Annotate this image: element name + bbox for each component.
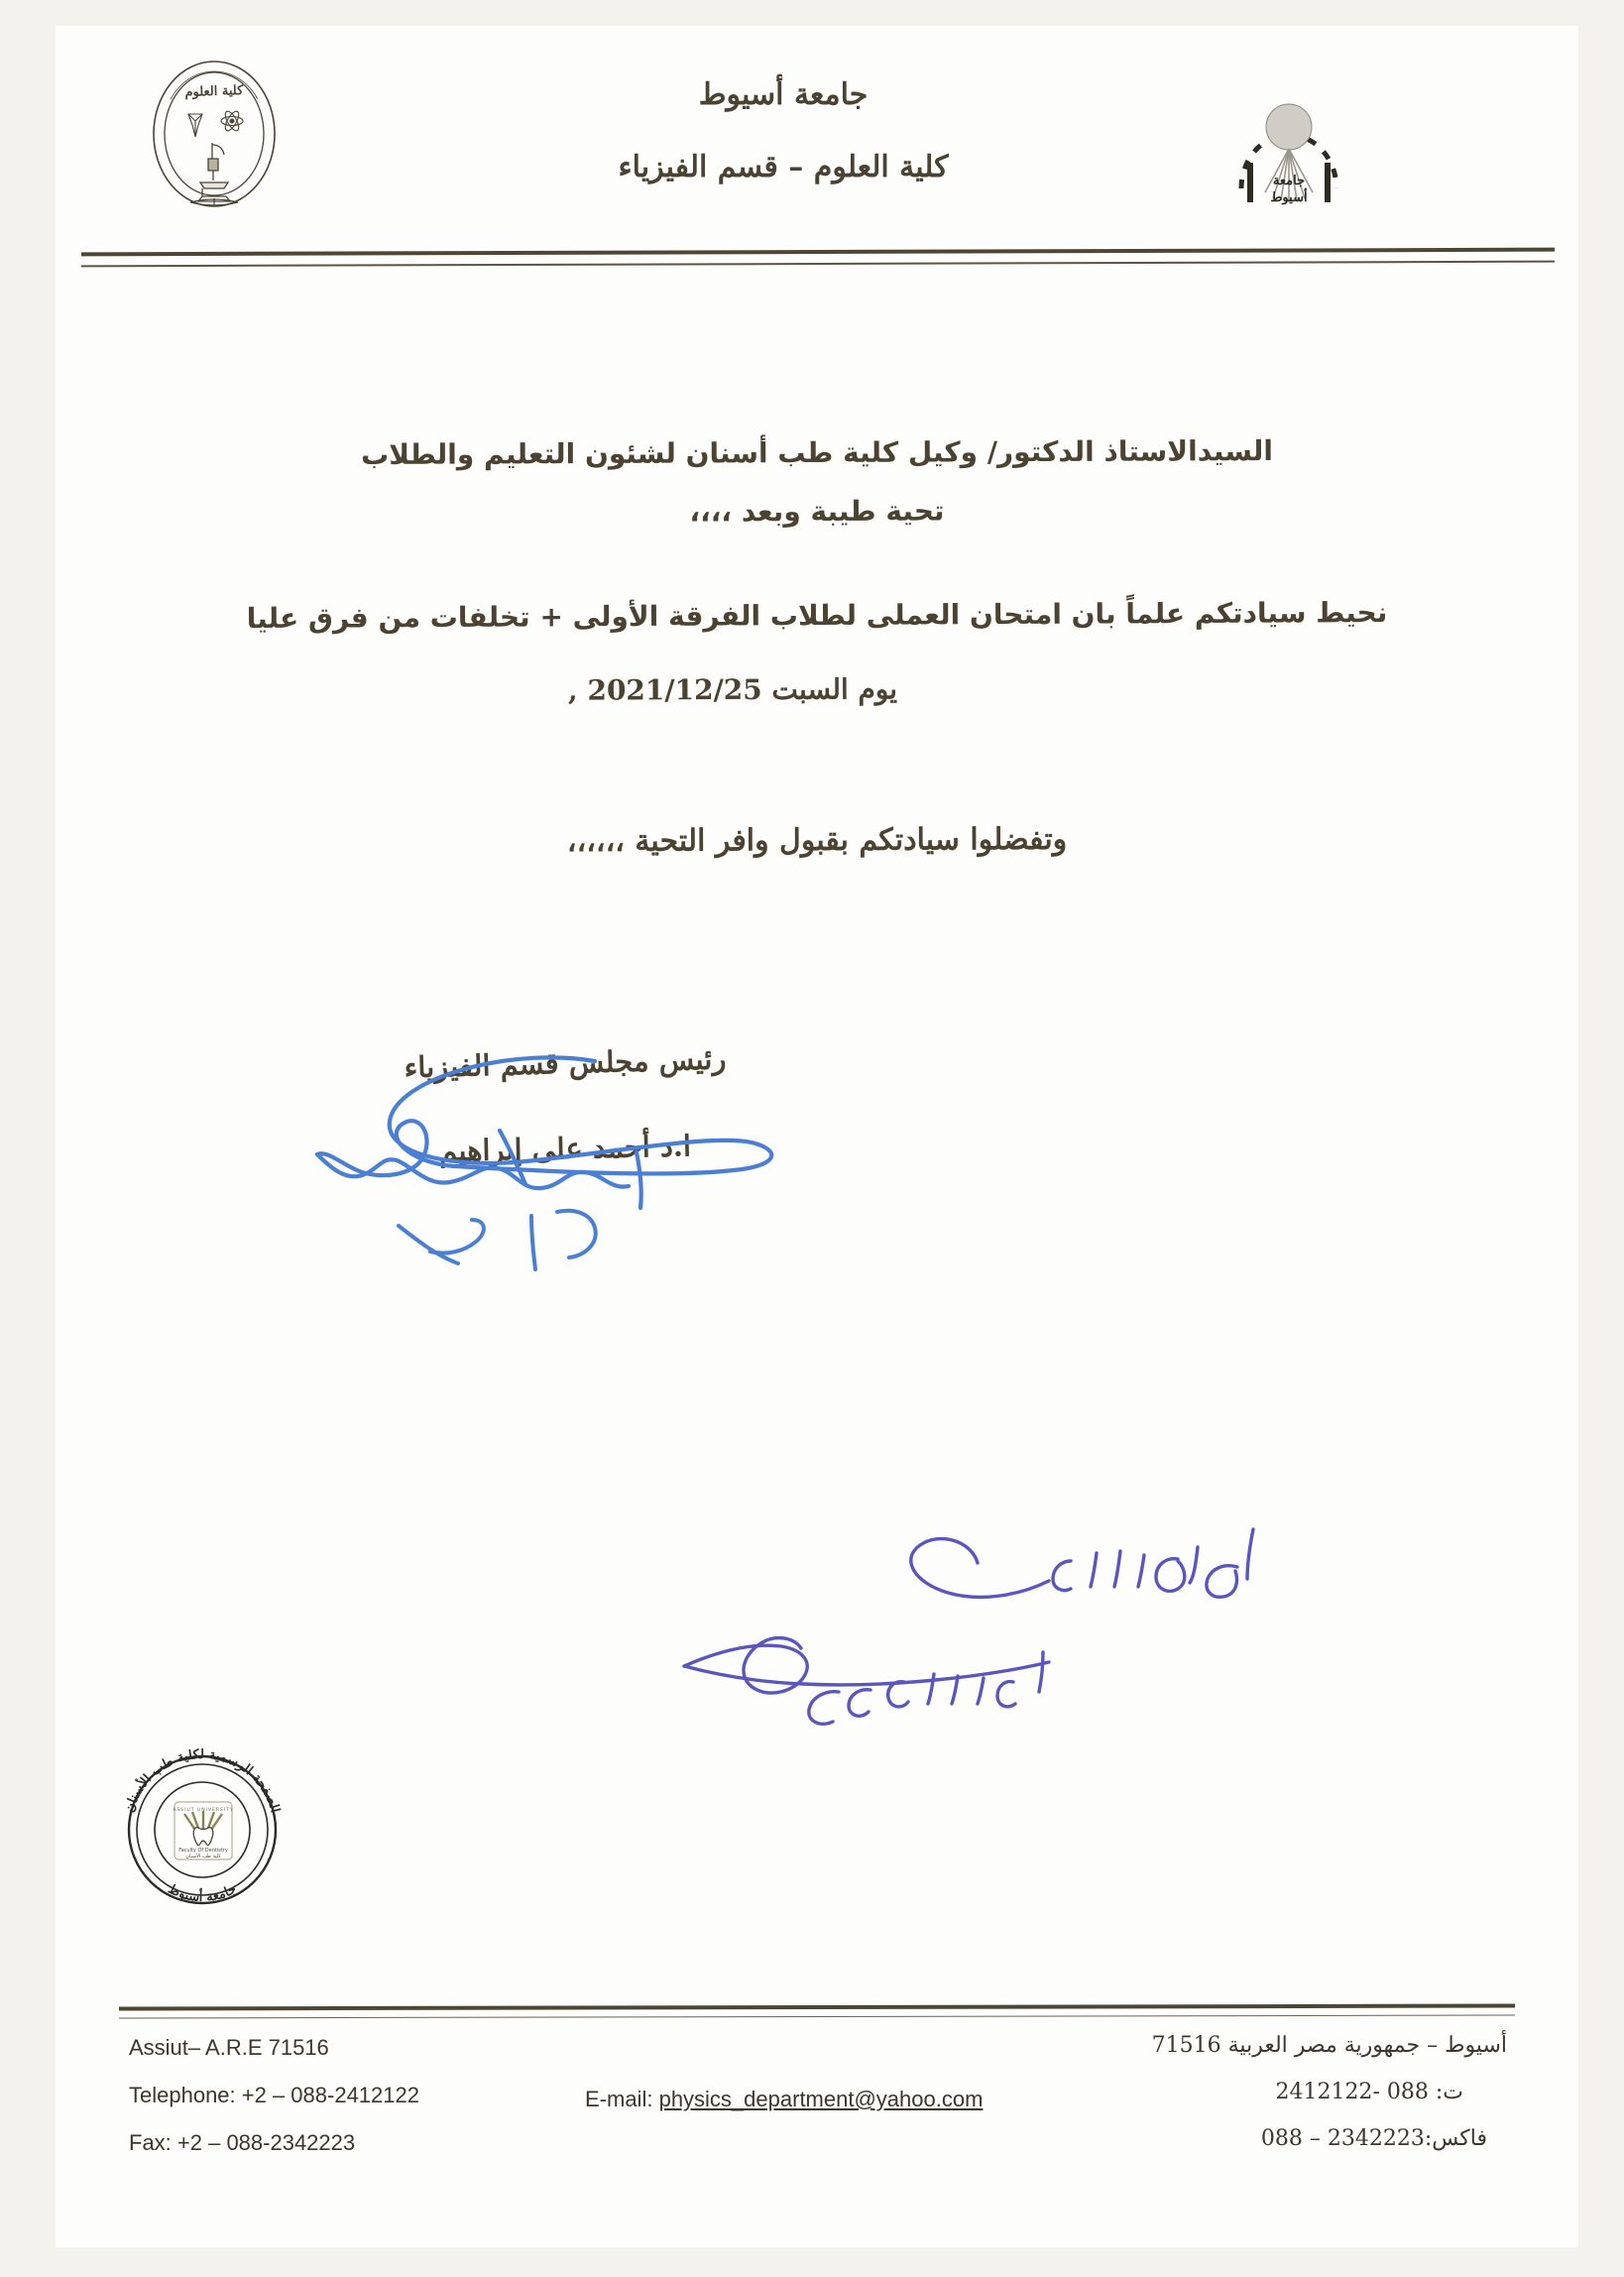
footer-fax-en: Fax: +2 – 088-2342223 xyxy=(129,2130,356,2155)
letter-footer xyxy=(119,2025,1515,2204)
footer-contact-en xyxy=(129,2035,419,2178)
scan-edge-left xyxy=(0,0,56,2277)
svg-text:الصفحة الرسمية لكلية طب الأسنا: الصفحة الرسمية لكلية طب الأسنان xyxy=(122,1746,283,1815)
scan-edge-right xyxy=(1578,0,1624,2277)
closing-line: وتفضلوا سيادتكم بقبول وافر التحية ،،،،،، xyxy=(566,821,1068,860)
footer-address-ar: أسيوط – جمهورية مصر العربية 71516 xyxy=(1151,2033,1507,2058)
footer-contact-ar xyxy=(1152,2033,1507,2173)
svg-text:كلية العلوم: كلية العلوم xyxy=(184,82,244,101)
signature-block xyxy=(297,1041,833,1168)
footer-email-address[interactable]: physics_department@yahoo.com xyxy=(658,2087,984,2111)
exam-date-line: يوم السبت 2021/12/25 , xyxy=(567,672,898,707)
footer-address-en: Assiut– A.R.E 71516 xyxy=(129,2035,329,2060)
letterhead xyxy=(0,48,1624,236)
faculty-department-name: كلية العلوم – قسم الفيزياء xyxy=(618,150,949,184)
scan-edge-bottom xyxy=(0,2247,1624,2277)
official-stamp xyxy=(107,1731,297,1911)
svg-text:جامعة أسيوط: جامعة أسيوط xyxy=(165,1881,240,1906)
footer-telephone-ar: ت: 088 -2412122 xyxy=(1275,2080,1463,2104)
svg-text:ASSIUT UNIVERSITY: ASSIUT UNIVERSITY xyxy=(173,1808,234,1813)
footer-fax-ar: فاكس:2342223 – 088 xyxy=(1260,2126,1487,2151)
footer-divider xyxy=(119,2004,1515,2019)
salutation-line: السيدالاستاذ الدكتور/ وكيل كلية طب أسنان لشئون التعليم والطلاب xyxy=(361,433,1273,472)
header-divider xyxy=(81,248,1555,268)
main-paragraph: نحيط سيادتكم علماً بان امتحان العملى لطلاب الفرقة الأولى + تخلفات من فرق عليا xyxy=(246,595,1388,636)
signatory-role: رئيس مجلس قسم الفيزياء xyxy=(404,1041,727,1085)
letterhead-titles xyxy=(377,77,1190,184)
greeting-line: تحية طيبة وبعد ،،،، xyxy=(689,494,945,529)
footer-telephone-en: Telephone: +2 – 088-2412122 xyxy=(129,2083,419,2107)
svg-text:جامعة: جامعة xyxy=(1272,174,1306,188)
letter-body xyxy=(119,298,1515,858)
handwritten-note xyxy=(654,1507,1289,1736)
svg-text:كلية طب الأسنان: كلية طب الأسنان xyxy=(185,1854,221,1859)
faculty-of-science-logo xyxy=(151,60,278,208)
assiut-university-logo xyxy=(1229,60,1348,208)
university-name: جامعة أسيوط xyxy=(698,77,869,112)
svg-text:أسيوط: أسيوط xyxy=(1270,190,1308,205)
signatory-name: ا.د أحمد على إبراهيم xyxy=(438,1129,692,1168)
scan-edge-top xyxy=(0,0,1624,26)
footer-email-label: E-mail: xyxy=(585,2087,653,2111)
footer-email xyxy=(585,2087,983,2112)
svg-text:Faculty Of Dentistry: Faculty Of Dentistry xyxy=(178,1848,228,1854)
